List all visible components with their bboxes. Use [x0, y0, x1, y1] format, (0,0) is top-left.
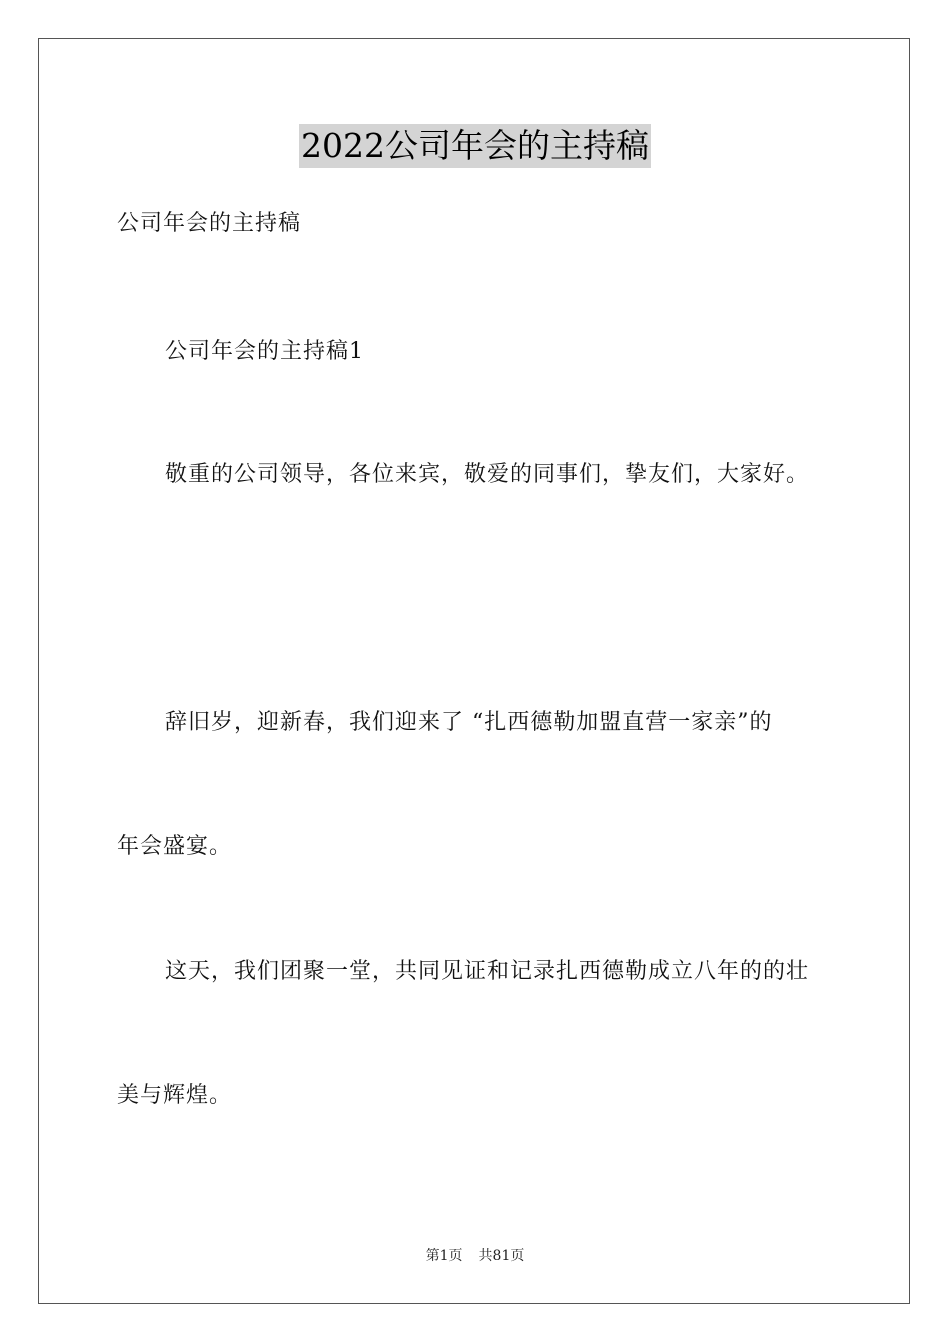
- paragraph-line: 美与辉煌。: [117, 1083, 233, 1108]
- paragraph-line: 年会盛宴。: [117, 834, 233, 859]
- subtitle-line: 公司年会的主持稿: [117, 211, 302, 236]
- page-number: 第1页: [425, 1248, 463, 1264]
- paragraph-line: 敬重的公司领导，各位来宾，敬爱的同事们，挚友们，大家好。: [165, 462, 810, 487]
- section-heading: 公司年会的主持稿1: [165, 339, 364, 364]
- page-total: 共81页: [478, 1248, 525, 1264]
- page-footer: [0, 1246, 950, 1266]
- paragraph-line: 辞旧岁，迎新春，我们迎来了 “扎西德勒加盟直营一家亲”的: [165, 710, 773, 735]
- paragraph-line: 这天，我们团聚一堂，共同见证和记录扎西德勒成立八年的的壮: [165, 959, 810, 984]
- title-container: [0, 124, 950, 168]
- document-title: 2022公司年会的主持稿: [299, 124, 651, 168]
